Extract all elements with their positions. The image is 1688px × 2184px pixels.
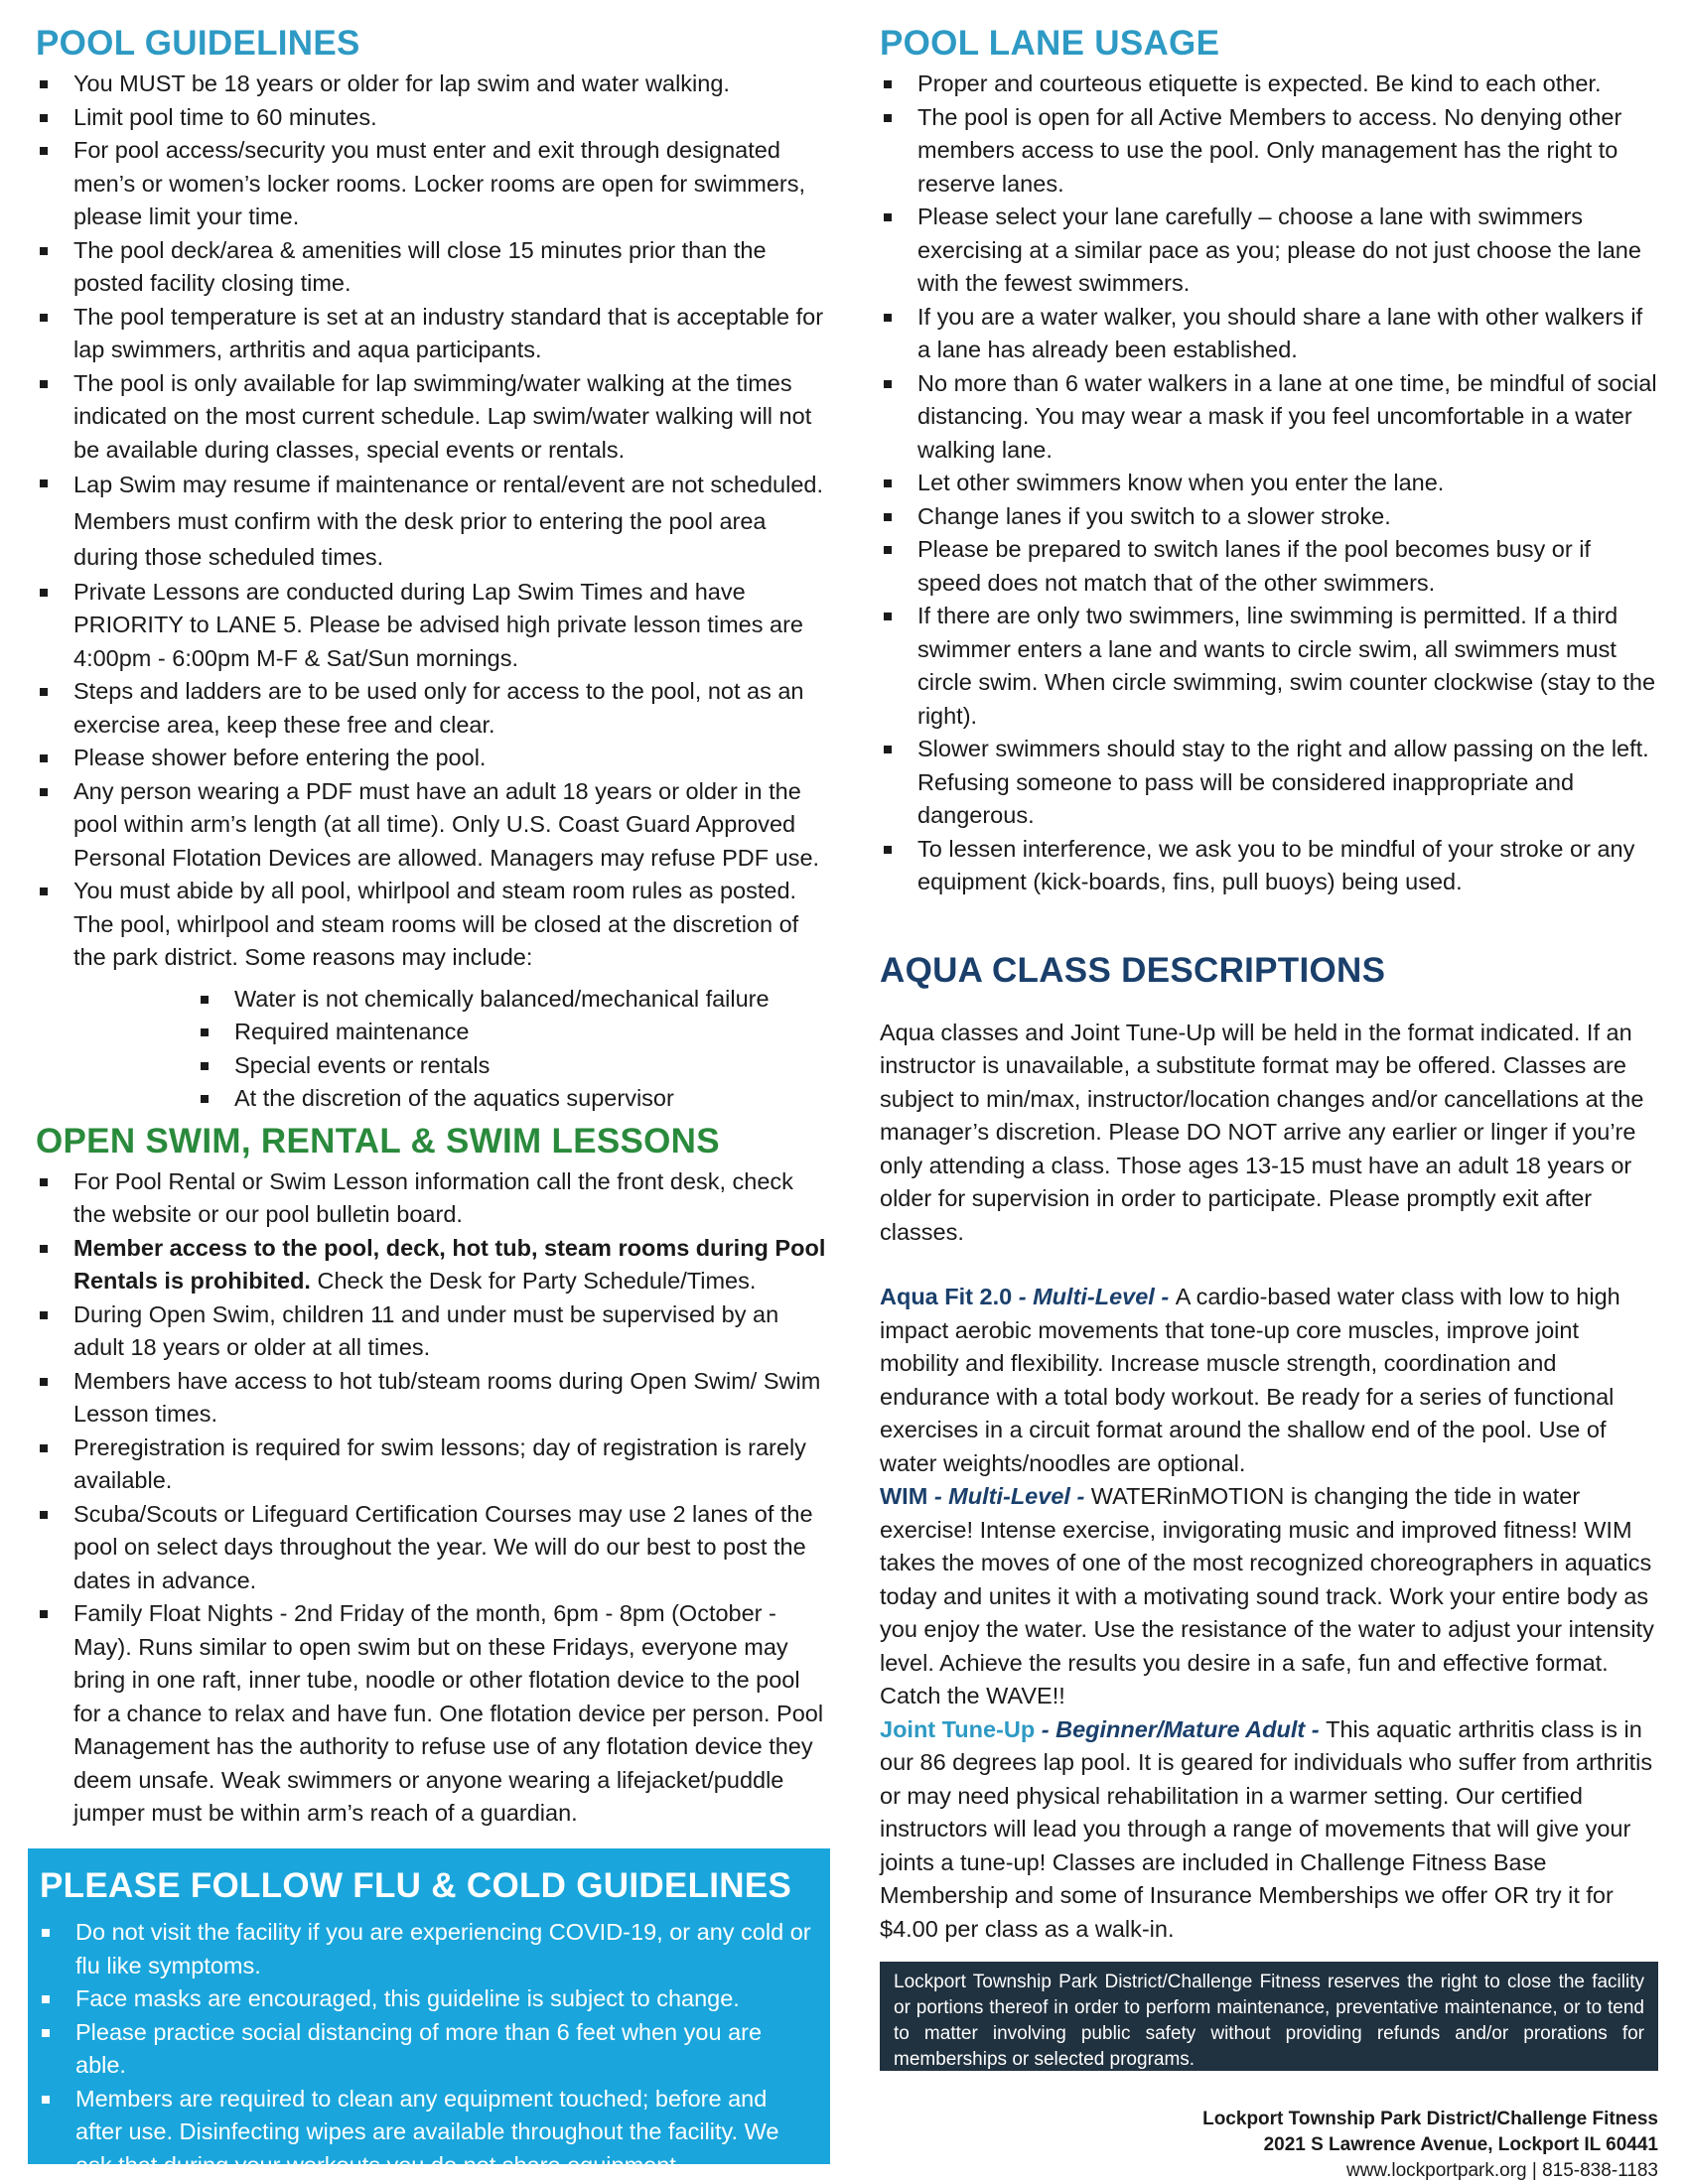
- lane-usage-list: [880, 68, 1658, 899]
- footer: [1202, 2107, 1658, 2184]
- list-item: Private Lessons are conducted during Lap Swim Times and have PRIORITY to LANE 5. Please be advised high private lesson times are 4:00pm - 6:00pm M-F & Sat/Sun mornings.: [36, 576, 830, 676]
- list-item: The pool temperature is set at an industry standard that is acceptable for lap swimmers, arthritis and aqua participants.: [36, 301, 830, 367]
- footer-contact: www.lockportpark.org | 815-838-1183: [1345, 2160, 1658, 2181]
- list-item: During Open Swim, children 11 and under must be supervised by an adult 18 years or older at all times.: [36, 1298, 830, 1365]
- class-name: WIM: [880, 1483, 928, 1509]
- list-item: Please select your lane carefully – choose a lane with swimmers exercising at a similar pace as you; please do not just choose the lane with the fewest swimmers.: [880, 201, 1658, 301]
- list-item: Please practice social distancing of more than 6 feet when you are able.: [38, 2016, 816, 2083]
- right-column: [880, 20, 1658, 1946]
- list-item: Do not visit the facility if you are experiencing COVID-19, or any cold or flu like symptoms.: [38, 1916, 816, 1982]
- list-item: No more than 6 water walkers in a lane at one time, be mindful of social distancing. You may wear a mask if you feel uncomfortable in a water walking lane.: [880, 367, 1658, 468]
- list-item: Face masks are encouraged, this guideline is subject to change.: [38, 1982, 816, 2016]
- list-item: Limit pool time to 60 minutes.: [36, 101, 830, 135]
- class-level: - Multi-Level -: [927, 1483, 1091, 1509]
- list-item: [36, 1232, 830, 1298]
- class-desc: WATERinMOTION is changing the tide in water exercise! Intense exercise, invigorating music and improved fitness! WIM takes the moves of one of the most recognized choreographers in aquatics today and unites it with a motivating sound track. Work your entire body as you enjoy the water. Use the resistance of the water to adjust your intensity level. Achieve the results you desire in a safe, fun and effective format. Catch the WAVE!!: [880, 1483, 1654, 1708]
- closure-reasons-list: [197, 983, 830, 1116]
- list-item: To lessen interference, we ask you to be mindful of your stroke or any equipment (kick-boards, fins, pull buoys) being used.: [880, 833, 1658, 899]
- pool-guidelines-list: [36, 68, 830, 975]
- list-item: Scuba/Scouts or Lifeguard Certification Courses may use 2 lanes of the pool on select days throughout the year. We will do our best to post the dates in advance.: [36, 1498, 830, 1598]
- list-item: Slower swimmers should stay to the right and allow passing on the left. Refusing someone to pass will be considered inappropriate and dangerous.: [880, 733, 1658, 833]
- list-item: For Pool Rental or Swim Lesson information call the front desk, check the website or our pool bulletin board.: [36, 1165, 830, 1232]
- list-item: Special events or rentals: [197, 1049, 830, 1083]
- pool-guidelines-title: POOL GUIDELINES: [36, 24, 360, 63]
- open-swim-title: OPEN SWIM, RENTAL & SWIM LESSONS: [36, 1121, 720, 1160]
- footer-org: Lockport Township Park District/Challenge Fitness: [1202, 2109, 1658, 2129]
- class-aqua-fit: [880, 1281, 1658, 1480]
- list-item: Preregistration is required for swim lessons; day of registration is rarely available.: [36, 1432, 830, 1498]
- rental-warning-rest: Check the Desk for Party Schedule/Times.: [310, 1268, 757, 1294]
- list-item: Please shower before entering the pool.: [36, 742, 830, 775]
- aqua-class-title: AQUA CLASS DESCRIPTIONS: [880, 950, 1386, 990]
- class-level: - Multi-Level -: [1012, 1284, 1176, 1309]
- list-item: Members are required to clean any equipment touched; before and after use. Disinfecting wipes are available throughout the facility. We ask that during your workouts you do not share equipment.: [38, 2083, 816, 2183]
- list-item: The pool is only available for lap swimming/water walking at the times indicated on the most current schedule. Lap swim/water walking will not be available during classes, special events or rentals.: [36, 367, 830, 468]
- lane-usage-title: POOL LANE USAGE: [880, 24, 1220, 63]
- list-item: At the discretion of the aquatics supervisor: [197, 1082, 830, 1116]
- open-swim-list: [36, 1165, 830, 1831]
- list-item: Any person wearing a PDF must have an adult 18 years or older in the pool within arm’s length (at all time). Only U.S. Coast Guard Approved Personal Flotation Devices are allowed. Managers may refuse PDF use.: [36, 775, 830, 876]
- list-item: Water is not chemically balanced/mechanical failure: [197, 983, 830, 1017]
- list-item: Change lanes if you switch to a slower stroke.: [880, 500, 1658, 534]
- list-item: If you are a water walker, you should share a lane with other walkers if a lane has already been established.: [880, 301, 1658, 367]
- flu-guidelines-box: [28, 1848, 830, 2178]
- class-name: Joint Tune-Up: [880, 1715, 1036, 1742]
- class-name: Aqua Fit 2.0: [880, 1284, 1013, 1309]
- list-item: Lap Swim may resume if maintenance or rental/event are not scheduled. Members must confirm with the desk prior to entering the pool area during those scheduled times.: [36, 467, 830, 576]
- list-item: The pool deck/area & amenities will close 15 minutes prior than the posted facility closing time.: [36, 234, 830, 301]
- flu-guidelines-list: [38, 1916, 816, 2182]
- list-item: Members have access to hot tub/steam rooms during Open Swim/ Swim Lesson times.: [36, 1365, 830, 1432]
- list-item: The pool is open for all Active Members to access. No denying other members access to use the pool. Only management has the right to reserve lanes.: [880, 101, 1658, 202]
- rental-warning-bold: Member access to the pool, deck, hot tub, steam rooms during Pool Rentals is prohibited.: [73, 1234, 826, 1294]
- aqua-intro: Aqua classes and Joint Tune-Up will be held in the format indicated. If an instructor is unavailable, a substitute format may be offered. Classes are subject to min/max, instructor/location changes and/or cancellations at the manager’s discretion. Please DO NOT arrive any earlier or linger if you’re only attending a class. Those ages 13-15 must have an adult 18 years or older for supervision in order to participate. Please promptly exit after classes.: [880, 1019, 1644, 1245]
- class-joint-tune-up: [880, 1713, 1658, 1947]
- closure-notice-box: Lockport Township Park District/Challenge Fitness reserves the right to close the facility or portions thereof in order to perform maintenance, preventative maintenance, or to tend to matter involving public safety without providing refunds and/or prorations for memberships or selected programs.: [880, 1962, 1658, 2071]
- flu-guidelines-title: PLEASE FOLLOW FLU & COLD GUIDELINES: [40, 1866, 792, 1905]
- left-column: [36, 20, 830, 1831]
- list-item: For pool access/security you must enter and exit through designated men’s or women’s locker rooms. Locker rooms are open for swimmers, please limit your time.: [36, 134, 830, 234]
- class-desc: A cardio-based water class with low to high impact aerobic movements that tone-up core muscles, improve joint mobility and flexibility. Increase muscle strength, coordination and endurance with a total body workout. Be ready for a series of functional exercises in a circuit format around the shallow end of the pool. Use of water weights/noodles are optional.: [880, 1284, 1620, 1476]
- list-item: You MUST be 18 years or older for lap swim and water walking.: [36, 68, 830, 101]
- class-desc: This aquatic arthritis class is in our 86 degrees lap pool. It is geared for individuals who suffer from arthritis or may need physical rehabilitation in a warmer setting. Our certified instructors will lead you through a range of movements that will give your joints a tune-up! Classes are included in Challenge Fitness Base Membership and some of Insurance Memberships we offer OR try it for $4.00 per class as a walk-in.: [880, 1715, 1653, 1942]
- footer-address: 2021 S Lawrence Avenue, Lockport IL 60441: [1263, 2134, 1658, 2155]
- list-item: Proper and courteous etiquette is expected. Be kind to each other.: [880, 68, 1658, 101]
- class-wim: [880, 1480, 1658, 1713]
- list-item: Steps and ladders are to be used only for access to the pool, not as an exercise area, keep these free and clear.: [36, 675, 830, 742]
- list-item: Let other swimmers know when you enter the lane.: [880, 467, 1658, 500]
- list-item: You must abide by all pool, whirlpool and steam room rules as posted. The pool, whirlpool and steam rooms will be closed at the discretion of the park district. Some reasons may include:: [36, 875, 830, 975]
- list-item: Family Float Nights - 2nd Friday of the month, 6pm - 8pm (October - May). Runs similar to open swim but on these Fridays, everyone may bring in one raft, inner tube, noodle or other flotation device to the pool for a chance to relax and have fun. One flotation device per person. Pool Management has the authority to refuse use of any flotation device they deem unsafe. Weak swimmers or anyone wearing a lifejacket/puddle jumper must be within arm’s reach of a guardian.: [36, 1597, 830, 1831]
- list-item: Please be prepared to switch lanes if the pool becomes busy or if speed does not match that of the other swimmers.: [880, 533, 1658, 600]
- list-item: If there are only two swimmers, line swimming is permitted. If a third swimmer enters a lane and wants to circle swim, all swimmers must circle swim. When circle swimming, swim counter clockwise (stay to the right).: [880, 600, 1658, 733]
- class-level: - Beginner/Mature Adult -: [1035, 1715, 1327, 1742]
- list-item: Required maintenance: [197, 1016, 830, 1049]
